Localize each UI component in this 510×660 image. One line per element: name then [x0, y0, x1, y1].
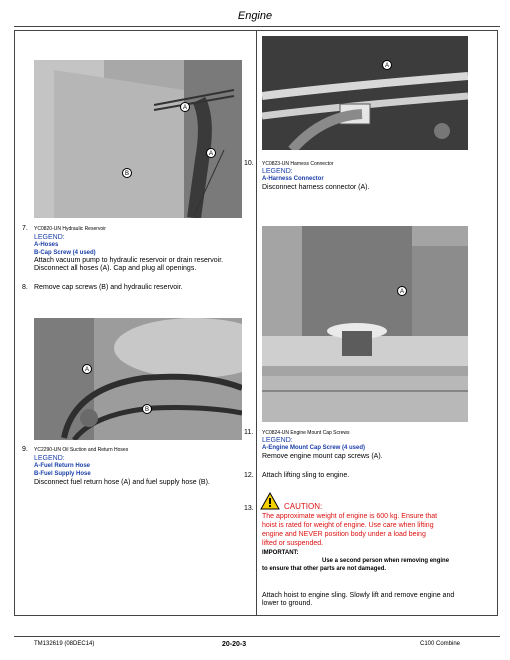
step-text: Remove engine mount cap screws (A).	[262, 453, 383, 460]
step-text: Remove cap screws (B) and hydraulic reservoir.	[34, 284, 183, 291]
page-title: Engine	[237, 10, 273, 22]
important-text: Use a second person when removing engine	[322, 558, 450, 564]
step-text: Attach lifting sling to engine.	[262, 472, 350, 479]
footer-rule	[14, 636, 500, 637]
callout-b: B	[142, 404, 152, 414]
figure-caption: YC0823-UN Harness Connector	[262, 161, 334, 167]
legend-title: LEGEND:	[34, 455, 65, 462]
legend-item: A-Hoses	[34, 242, 59, 248]
step-text: Attach vacuum pump to hydraulic reservoir or drain reservoir.	[34, 257, 224, 264]
hydraulic-reservoir-drawing	[34, 60, 242, 218]
figure-caption: YC2290-UN Oil Suction and Return Hoses	[34, 447, 129, 453]
important-label: IMPORTANT:	[262, 550, 299, 556]
caution-text: lifted or suspended.	[262, 540, 324, 547]
engine-mount-photo	[262, 226, 468, 422]
harness-connector-photo	[262, 36, 468, 150]
step-text: Disconnect fuel return hose (A) and fuel supply hose (B).	[34, 479, 210, 486]
footer-page-number: 20-20-3	[222, 641, 247, 648]
step-text: Disconnect harness connector (A).	[262, 184, 370, 191]
footer-doc-id: TM132619 (08DEC14)	[34, 641, 95, 647]
step-number: 9.	[22, 446, 28, 453]
callout-a: A	[180, 102, 190, 112]
column-divider	[256, 30, 257, 616]
callout-a: A	[397, 286, 407, 296]
header-rule	[14, 26, 500, 27]
caution-text: engine and NEVER position body under a load being	[262, 531, 426, 538]
important-text: to ensure that other parts are not damaged.	[262, 566, 387, 572]
fuel-hoses-photo	[34, 318, 242, 440]
engine-mount-drawing	[262, 226, 468, 422]
caution-icon	[260, 492, 280, 510]
legend-item: B-Cap Screw (4 used)	[34, 250, 96, 256]
hydraulic-reservoir-photo	[34, 60, 242, 218]
step-number: 11.	[244, 429, 254, 436]
fuel-hoses-drawing	[34, 318, 242, 440]
step-number: 8.	[22, 284, 28, 291]
legend-item: A-Fuel Return Hose	[34, 463, 91, 469]
figure-caption: YC0824-UN Engine Mount Cap Screws	[262, 430, 350, 436]
legend-title: LEGEND:	[262, 437, 293, 444]
legend-item: A-Harness Connector	[262, 176, 324, 182]
caution-text: hoist is rated for weight of engine. Use care when lifting	[262, 522, 434, 529]
legend-title: LEGEND:	[34, 234, 65, 241]
caution-text: The approximate weight of engine is 600 kg. Ensure that	[262, 513, 438, 520]
step-number: 13.	[244, 505, 254, 512]
callout-a: A	[206, 148, 216, 158]
callout-a: A	[382, 60, 392, 70]
callout-b: B	[122, 168, 132, 178]
legend-item: A-Engine Mount Cap Screw (4 used)	[262, 445, 366, 451]
legend-title: LEGEND:	[262, 168, 293, 175]
figure-caption: YC0820-UN Hydraulic Reservoir	[34, 226, 106, 232]
step-number: 10.	[244, 160, 254, 167]
legend-item: B-Fuel Supply Hose	[34, 471, 91, 477]
caution-label: CAUTION:	[284, 502, 323, 511]
step-number: 7.	[22, 225, 28, 232]
step-text: Attach hoist to engine sling. Slowly lift and remove engine and	[262, 592, 455, 599]
footer-product: C100 Combine	[420, 641, 461, 647]
callout-a: A	[82, 364, 92, 374]
step-text: Disconnect all hoses (A). Cap and plug all openings.	[34, 265, 197, 272]
step-number: 12.	[244, 472, 254, 479]
step-text: lower to ground.	[262, 600, 313, 607]
harness-connector-drawing	[262, 36, 468, 150]
